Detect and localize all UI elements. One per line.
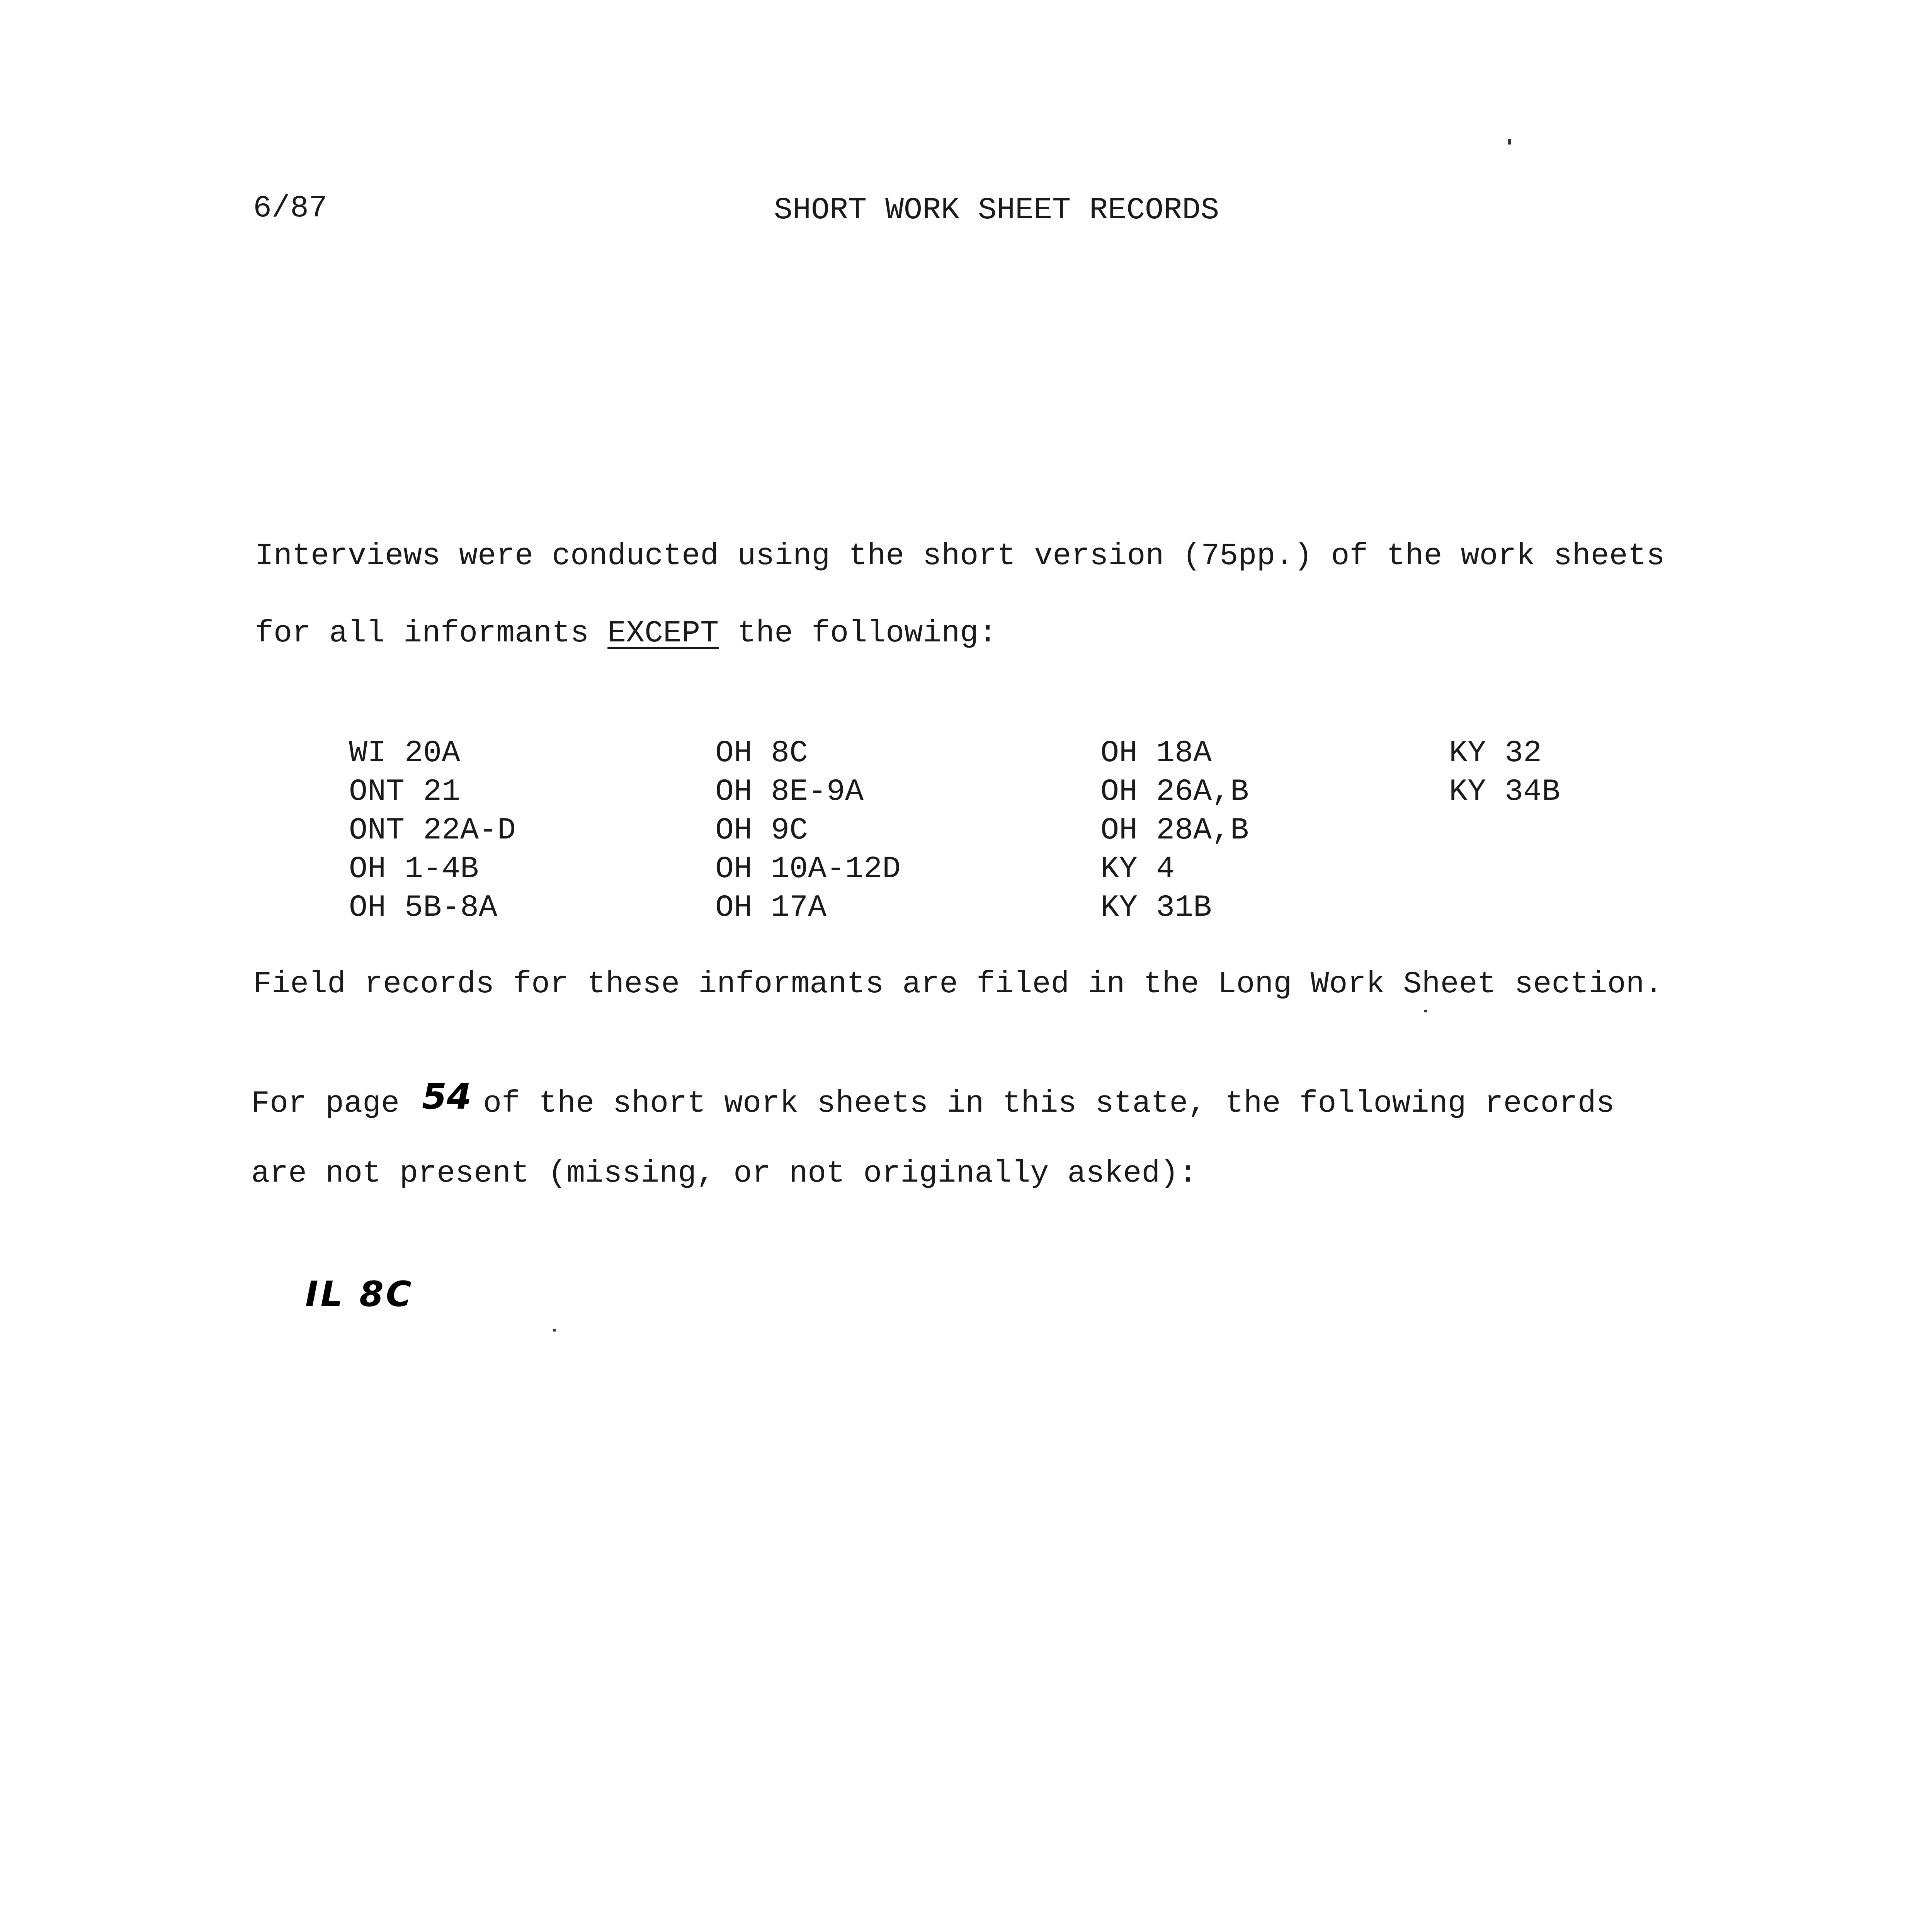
informant-column-4 bbox=[1449, 734, 1560, 811]
informant-entry: OH 26A,B bbox=[1100, 774, 1249, 810]
except-emphasis: EXCEPT bbox=[607, 616, 719, 651]
document-title: SHORT WORK SHEET RECORDS bbox=[774, 193, 1219, 228]
intro-line-1: Interviews were conducted using the short version (75pp.) of the work sheets bbox=[255, 539, 1665, 574]
informant-entry: OH 18A bbox=[1100, 736, 1212, 771]
missing-prefix: For page bbox=[251, 1086, 418, 1121]
handwritten-missing-records: IL 8C bbox=[305, 1274, 414, 1315]
informant-entry: KY 4 bbox=[1100, 852, 1175, 887]
informant-entry: ONT 22A-D bbox=[349, 813, 516, 848]
informant-entry: OH 28A,B bbox=[1100, 813, 1249, 848]
informant-column-3 bbox=[1100, 734, 1249, 927]
intro-line-2-start: for all informants bbox=[255, 616, 608, 651]
speck-mark bbox=[1424, 1010, 1427, 1012]
informant-entry: OH 9C bbox=[715, 813, 808, 848]
informant-entry: KY 32 bbox=[1449, 736, 1542, 771]
informant-entry: ONT 21 bbox=[349, 774, 461, 810]
missing-records-line-1 bbox=[251, 1076, 1615, 1121]
speck-mark bbox=[553, 1329, 556, 1332]
speck-mark bbox=[1508, 139, 1511, 145]
informant-entry: OH 8C bbox=[715, 736, 808, 771]
intro-line-2 bbox=[255, 618, 997, 649]
informant-entry: WI 20A bbox=[349, 736, 461, 771]
informant-column-1 bbox=[349, 734, 516, 927]
field-records-note: Field records for these informants are filed in the Long Work Sheet section. bbox=[253, 967, 1663, 1002]
informant-entry: KY 31B bbox=[1100, 890, 1212, 925]
informant-entry: KY 34B bbox=[1449, 774, 1561, 810]
handwritten-page-number: 54 bbox=[422, 1076, 472, 1117]
informant-entry: OH 17A bbox=[715, 890, 827, 925]
missing-records-line-2: are not present (missing, or not originally asked): bbox=[251, 1156, 1197, 1191]
informant-entry: OH 10A-12D bbox=[715, 852, 901, 887]
informant-entry: OH 5B-8A bbox=[349, 890, 498, 925]
informant-column-2 bbox=[715, 734, 901, 927]
document-date: 6/87 bbox=[253, 191, 328, 226]
intro-line-2-end: the following: bbox=[719, 616, 997, 651]
informant-entry: OH 8E-9A bbox=[715, 774, 864, 810]
missing-suffix: of the short work sheets in this state, the following records bbox=[483, 1086, 1615, 1121]
informant-entry: OH 1-4B bbox=[349, 852, 479, 887]
